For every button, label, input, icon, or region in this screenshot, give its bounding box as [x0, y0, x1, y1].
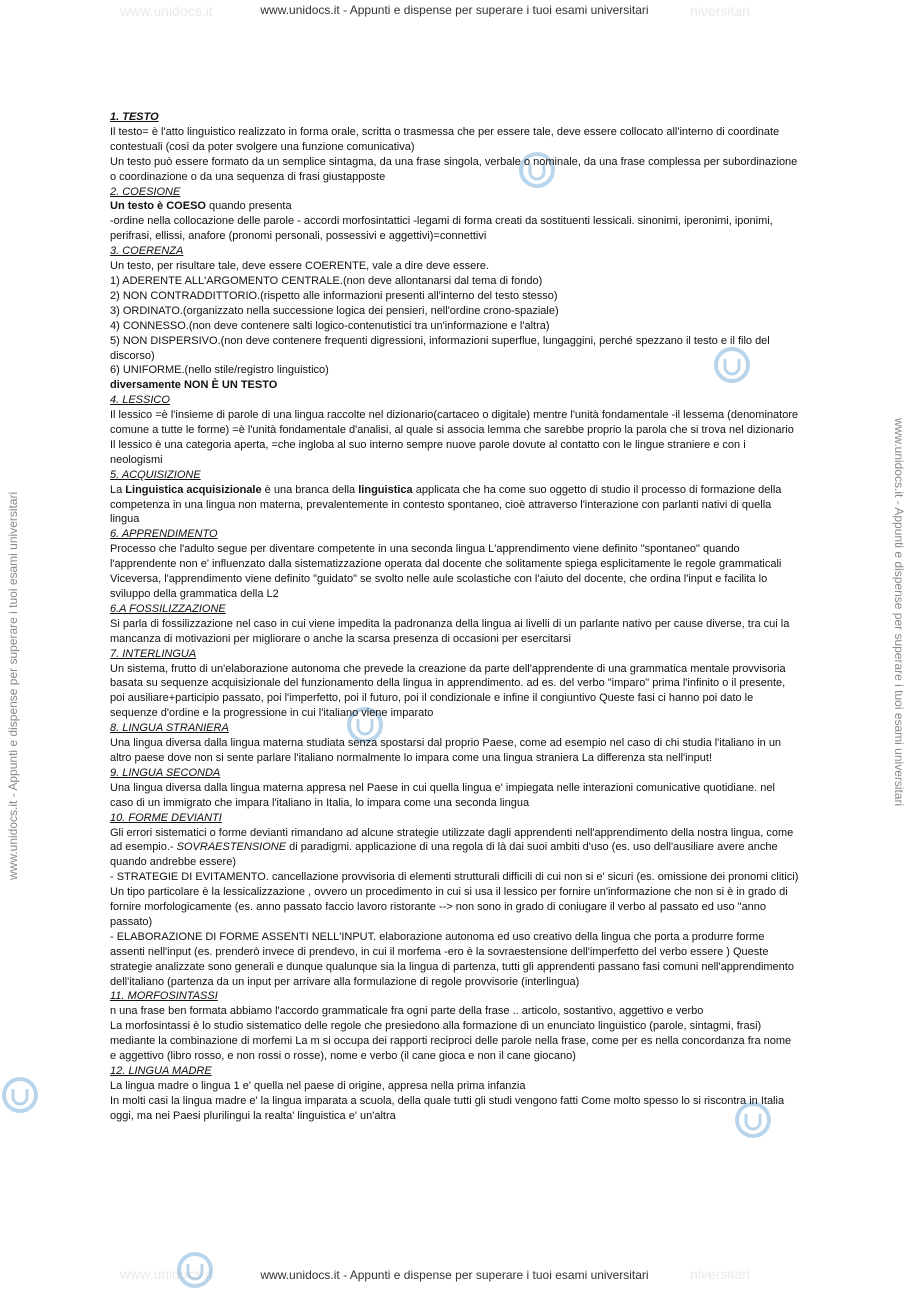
- section-title-forme-devianti: 10. FORME DEVIANTI: [110, 811, 222, 824]
- paragraph: Un testo può essere formato da un semplice sintagma, da una frase singola, verbale o nominale, da una frase complessa per subordinazione o coordinazione o da una sequenza di frasi giustapposte: [110, 155, 798, 183]
- paragraph: Il lessico =è l'insieme di parole di una lingua raccolte nel dizionario(cartaceo o digitale) mentre l'unità fondamentale -il lessema (denominatore comune a tutte le forme) =è l'unità fondamentale d'analisi, al quale si associa lemma che sarebbe proprio la parola che si trova nel dizionario Il lessico è una categoria aperta, =che ingloba al suo interno sempre nuove parole dovute al contatto con le lingue straniere e con i neologismi: [110, 409, 799, 466]
- ghost-watermark-bottom: www.unidocs.it: [120, 1266, 213, 1282]
- bold-text: Un testo è COESO: [110, 200, 206, 213]
- text-run: è una branca della: [261, 483, 359, 496]
- paragraph: [110, 483, 800, 528]
- section-title-apprendimento: 6. APPRENDIMENTO: [110, 528, 218, 541]
- bold-text: linguistica: [358, 483, 413, 496]
- paragraph: Processo che l'adulto segue per diventare competente in una seconda lingua L'apprendimento viene definito "spontaneo" quando l'apprendente non e' influenzato dalla sistematizzazione operata dal docente che solitamente spiega esplicitamente le regole grammaticali Viceversa, l'apprendimento viene definito "guidato" se svolto nelle aule scolastiche con l'aiuto del docente, che ordina l'input e facilita lo sviluppo della grammatica della L2: [110, 543, 782, 600]
- paragraph: [110, 826, 800, 871]
- paragraph: Il testo= è l'atto linguistico realizzato in forma orale, scritta o trasmessa che per essere tale, deve essere collocato all'interno di coordinate contestuali (così da poter svolgere una funzione comunicativa): [110, 125, 780, 153]
- section-title-morfosintassi: 11. MORFOSINTASSI: [110, 990, 218, 1003]
- text-run: di paradigmi. applicazione di una regola di là dai suoi ambiti d'uso (es. uso dell'ausiliare avere anche quando andrebbe essere): [110, 841, 778, 869]
- paragraph: La lingua madre o lingua 1 e' quella nel paese di origine, appresa nella prima infanzia: [110, 1079, 526, 1092]
- paragraph: Un sistema, frutto di un'elaborazione autonoma che prevede la creazione da parte dell'apprendente di una grammatica mentale provvisoria basata su sequenze acquisizionale del funzionamento della lingua in apprendimento. ad es. del verbo "imparo" prima l'infinito o il presente, poi ausiliare+participio passato, poi l'imperfetto, poi il futuro, poi il condizionale e infine il congiuntivo Queste fasi ci hanno poi dato le sequenze d'ordine e la progressione in cui l'italiano viene imparato: [110, 662, 786, 720]
- text-run: applicata che ha come suo oggetto di studio il processo di formazione della competenza in una lingua non materna, prevalentemente in contesto spontaneo, cioè attraverso l'interazione con parlanti nativi di quella lingua: [110, 483, 782, 526]
- bold-text: Linguistica acquisizionale: [125, 483, 262, 496]
- list-item: 4) CONNESSO.(non deve contenere salti logico-contenutistici tra un'informazione e l'altra): [110, 319, 550, 332]
- list-item: 5) NON DISPERSIVO.(non deve contenere frequenti digressioni, informazioni superflue, lungaggini, perché spezzano il testo e il filo del discorso): [110, 334, 770, 362]
- list-item: 6) UNIFORME.(nello stile/registro linguistico): [110, 364, 329, 377]
- paragraph: La morfosintassi è lo studio sistematico delle regole che presiedono alla formazione di un enunciato linguistico (parole, sintagmi, frasi) mediante la combinazione di morfemi La m si occupa dei rapporti reciproci delle parole nella frase, come per es nella concordanza fra nome e aggettivo (libro rosso, e non rossi o rosse), nome e verbo (il cane gioca e non il cane giocano): [110, 1020, 792, 1063]
- closing-statement: diversamente NON È UN TESTO: [110, 379, 278, 392]
- section-title-lingua-madre: 12. LINGUA MADRE: [110, 1065, 212, 1077]
- paragraph: Una lingua diversa dalla lingua materna studiata senza spostarsi dal proprio Paese, come ad esempio nel caso di chi studia l'italiano in un altro paese dove non si sente parlare l'italiano normalmente lo impara come una lingua straniera La differenza sta nell'input!: [110, 737, 782, 764]
- page-footer: www.unidocs.it - Appunti e dispense per superare i tuoi esami universitari: [260, 1268, 649, 1282]
- section-title-lessico: 4. LESSICO: [110, 394, 170, 407]
- paragraph: -ordine nella collocazione delle parole - accordi morfosintattici -legami di forma creati da sostituenti lessicali. sinonimi, iperonimi, iponimi, perifrasi, ellissi, anafore (pronomi personali, possessivi e aggettivi)=connettivi: [110, 215, 773, 243]
- paragraph: Si parla di fossilizzazione nel caso in cui viene impedita la padronanza della lingua ai livelli di un parlante nativo per cause diverse, tra cui la mancanza di motivazioni per migliorare o anche la scarsa presenza di occasioni per esercitarsi: [110, 617, 790, 645]
- list-item: 2) NON CONTRADDITTORIO.(rispetto alle informazioni presenti all'interno del testo stesso): [110, 289, 558, 302]
- list-item: 1) ADERENTE ALL'ARGOMENTO CENTRALE.(non deve allontanarsi dal tema di fondo): [110, 274, 543, 287]
- ghost-watermark-bottom-right: niversitari: [690, 1266, 750, 1282]
- paragraph: Una lingua diversa dalla lingua materna appresa nel Paese in cui quella lingua e' impiegata nelle interazioni comunicative quotidiane. nel caso di un immigrato che impara l'italiano in Italia, lo impara come una seconda lingua: [110, 781, 775, 809]
- text-run: quando presenta: [205, 200, 292, 213]
- document-body: [110, 110, 800, 1124]
- section-title-acquisizione: 5. ACQUISIZIONE: [110, 468, 201, 481]
- italic-text: SOVRAESTENSIONE: [176, 841, 287, 854]
- vertical-watermark-left: www.unidocs.it - Appunti e dispense per superare i tuoi esami universitari: [6, 491, 20, 880]
- unidocs-logo-icon: [175, 1250, 215, 1290]
- page-header: www.unidocs.it - Appunti e dispense per superare i tuoi esami universitari: [260, 3, 649, 17]
- section-title-lingua-seconda: 9. LINGUA SECONDA: [110, 766, 221, 779]
- text-run: Gli errori sistematici o forme devianti rimandano ad alcune strategie utilizzate dagli apprendenti nell'apprendimento della nostra lingua, come ad esempio.-: [110, 826, 794, 854]
- paragraph: [110, 199, 800, 214]
- section-title-interlingua: 7. INTERLINGUA: [110, 647, 197, 660]
- vertical-watermark-right: www.unidocs.it - Appunti e dispense per superare i tuoi esami universitari: [892, 418, 906, 807]
- paragraph: - STRATEGIE DI EVITAMENTO. cancellazione provvisoria di elementi strutturali difficili di cui non si e' sicuri (es. omissione dei pronomi clitici) Un tipo particolare è la lessicalizzazione , ovvero un procedimento in cui si usa il lessico per fornire un'informazione che non si è in grado di fornire morfologicamente (es. anno passato faccio lavoro ristorante --> non sono in grado di coniugare il verbo al passato ed uso "anno passato): [110, 871, 799, 928]
- paragraph: Un testo, per risultare tale, deve essere COERENTE, vale a dire deve essere.: [110, 260, 490, 273]
- ghost-watermark-top-right: niversitari: [690, 3, 750, 19]
- section-title-coerenza: 3. COERENZA: [110, 245, 184, 258]
- text-run: La: [110, 483, 126, 496]
- section-title-testo: 1. TESTO: [110, 111, 159, 123]
- paragraph: n una frase ben formata abbiamo l'accordo grammaticale fra ogni parte della frase .. articolo, sostantivo, aggettivo e verbo: [110, 1005, 704, 1018]
- section-title-coesione: 2. COESIONE: [110, 185, 181, 198]
- ghost-watermark-top: www.unidocs.it: [120, 3, 213, 19]
- list-item: 3) ORDINATO.(organizzato nella successione logica dei pensieri, nell'ordine crono-spaziale): [110, 304, 559, 317]
- section-title-fossilizzazione: 6.A FOSSILIZZAZIONE: [110, 602, 226, 615]
- section-title-lingua-straniera: 8. LINGUA STRANIERA: [110, 722, 229, 735]
- unidocs-logo-icon: [0, 1075, 40, 1115]
- paragraph: In molti casi la lingua madre e' la lingua imparata a scuola, della quale tutti gli studi vengono fatti Come molto spesso lo si riscontra in Italia oggi, ma nei Paesi plurilingui la realta' linguistica e' un'altra: [110, 1094, 785, 1122]
- paragraph: - ELABORAZIONE DI FORME ASSENTI NELL'INPUT. elaborazione autonoma ed uso creativo della lingua che porta a produrre forme assenti nell'input (es. prenderò invece di prendevo, in cui il morfema -ero è la sovraestensione dell'imperfetto del verbo essere ) Queste strategie analizzate sono generali e dunque qualunque sia la lingua di partenza, tutti gli apprendenti passano fasi comuni nell'apprendimento dell'italiano (partenza da un input per arrivare alla formulazione di regole provvisorie (interlingua): [110, 930, 794, 988]
